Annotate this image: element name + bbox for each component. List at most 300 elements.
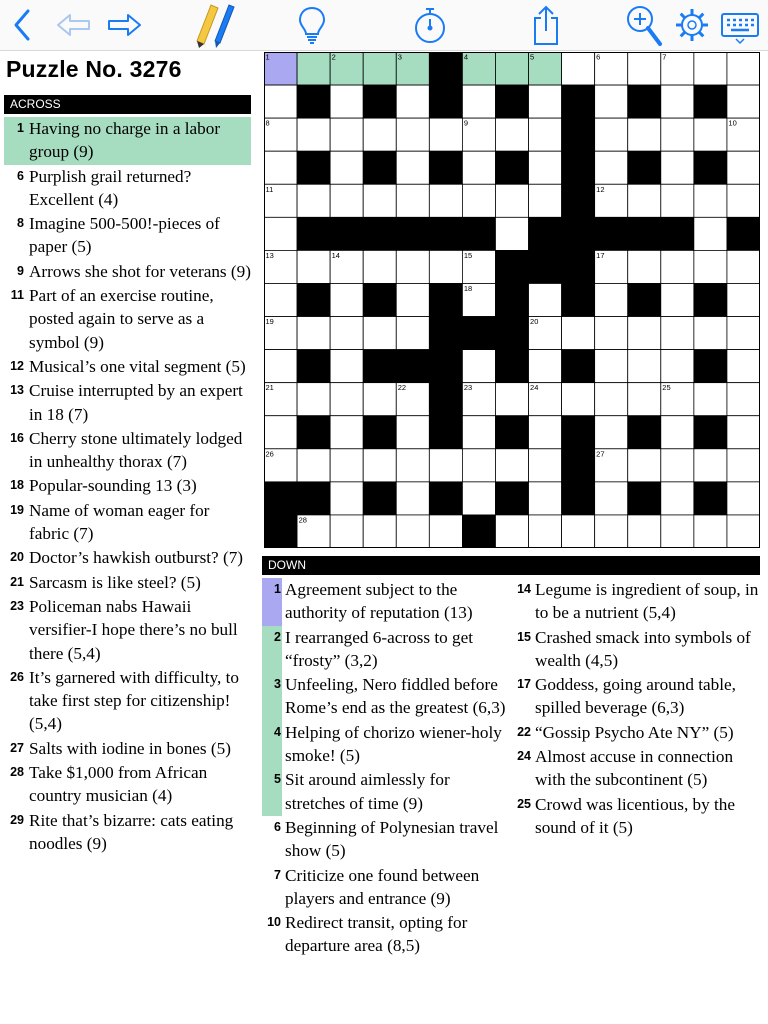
clue-number: 6 — [17, 168, 24, 183]
block-cell — [562, 416, 595, 449]
block-cell — [429, 217, 462, 250]
clue-across-19[interactable] — [4, 499, 251, 547]
grid-cell[interactable] — [330, 118, 363, 151]
settings-gear-icon[interactable] — [672, 0, 712, 50]
block-cell — [628, 217, 661, 250]
grid-cell[interactable] — [727, 151, 760, 184]
grid-cell[interactable] — [330, 350, 363, 383]
grid-cell[interactable] — [330, 449, 363, 482]
clue-across-23[interactable] — [4, 595, 251, 666]
grid-cell[interactable] — [429, 449, 462, 482]
cell-number: 2 — [331, 52, 336, 62]
grid-cell[interactable] — [495, 184, 528, 217]
grid-cell[interactable] — [562, 317, 595, 350]
block-cell — [562, 283, 595, 316]
grid-cell[interactable] — [495, 52, 528, 85]
block-cell — [495, 482, 528, 515]
timer-icon[interactable] — [410, 0, 450, 50]
block-cell — [429, 416, 462, 449]
clue-down-15[interactable] — [512, 626, 762, 674]
grid-cell[interactable] — [264, 85, 297, 118]
grid-cell[interactable] — [396, 85, 429, 118]
clue-number: 10 — [267, 915, 281, 930]
clue-number: 24 — [517, 749, 531, 764]
clue-text: It’s garnered with difficulty, to take first step for citizenship! (5,4) — [29, 667, 240, 734]
grid-cell[interactable] — [529, 482, 562, 515]
clue-number: 1 — [262, 578, 282, 626]
clue-across-1[interactable] — [4, 117, 251, 165]
block-cell — [562, 449, 595, 482]
grid-cell[interactable] — [694, 52, 727, 85]
clue-number: 22 — [517, 724, 531, 739]
clue-number: 13 — [10, 383, 24, 398]
clue-down-7[interactable] — [262, 864, 510, 912]
grid-cell[interactable] — [495, 449, 528, 482]
grid-cell[interactable] — [396, 250, 429, 283]
grid-cell[interactable] — [628, 118, 661, 151]
clue-down-3[interactable] — [262, 673, 510, 721]
grid-cell[interactable] — [562, 383, 595, 416]
grid-cell[interactable] — [297, 52, 330, 85]
clue-across-28[interactable] — [4, 761, 251, 809]
clue-number: 7 — [274, 867, 281, 882]
grid-cell[interactable] — [562, 515, 595, 548]
clue-text: Salts with iodine in bones (5) — [29, 738, 231, 758]
block-cell — [495, 416, 528, 449]
grid-cell[interactable] — [396, 151, 429, 184]
grid-cell[interactable] — [429, 184, 462, 217]
clue-text: Purplish grail returned? Excellent (4) — [29, 166, 192, 209]
grid-cell[interactable] — [595, 151, 628, 184]
grid-cell[interactable] — [661, 515, 694, 548]
clue-number: 11 — [10, 288, 24, 303]
block-cell — [562, 482, 595, 515]
block-cell — [330, 217, 363, 250]
clue-text: Arrows she shot for veterans (9) — [29, 261, 251, 281]
grid-cell[interactable] — [595, 317, 628, 350]
clue-number: 9 — [17, 263, 24, 278]
clue-across-21[interactable] — [4, 571, 251, 595]
grid-cell[interactable] — [628, 449, 661, 482]
grid-cell[interactable] — [396, 482, 429, 515]
block-cell — [264, 515, 297, 548]
clue-text: Name of woman eager for fabric (7) — [29, 500, 210, 544]
clue-text: Cherry stone ultimately lodged in unhealthy thorax (7) — [29, 428, 243, 472]
clue-text: Beginning of Polynesian travel show (5) — [285, 817, 499, 861]
cell-number: 16 — [530, 250, 539, 260]
grid-cell[interactable] — [661, 151, 694, 184]
share-icon[interactable] — [528, 0, 564, 50]
block-cell — [694, 416, 727, 449]
clue-text: I rearranged 6-across to get “frosty” (3,2) — [285, 627, 474, 670]
grid-cell[interactable] — [396, 118, 429, 151]
clue-number: 19 — [10, 502, 24, 517]
clue-across-12[interactable] — [4, 355, 251, 379]
block-cell — [429, 151, 462, 184]
clue-number: 8 — [17, 216, 24, 231]
block-cell — [661, 217, 694, 250]
grid-cell[interactable] — [628, 184, 661, 217]
grid-cell[interactable] — [529, 283, 562, 316]
clue-down-6[interactable] — [262, 816, 510, 864]
clue-down-5[interactable] — [262, 768, 510, 816]
cell-number: 13 — [265, 250, 274, 260]
grid-cell[interactable] — [727, 317, 760, 350]
grid-cell[interactable] — [694, 118, 727, 151]
clue-across-13[interactable] — [4, 379, 251, 427]
grid-cell[interactable] — [363, 118, 396, 151]
block-cell — [297, 217, 330, 250]
crossword-grid[interactable] — [264, 52, 760, 548]
clue-text: Agreement subject to the authority of reputation (13) — [285, 580, 473, 623]
grid-cell[interactable] — [297, 250, 330, 283]
grid-cell[interactable] — [661, 283, 694, 316]
grid-cell[interactable] — [727, 515, 760, 548]
block-cell — [529, 217, 562, 250]
grid-cell[interactable] — [264, 151, 297, 184]
clue-down-14[interactable] — [512, 578, 762, 626]
grid-cell[interactable] — [694, 250, 727, 283]
grid-cell[interactable] — [396, 317, 429, 350]
grid-cell[interactable] — [429, 250, 462, 283]
cell-number: 23 — [463, 383, 473, 393]
clue-number: 16 — [10, 430, 24, 445]
clue-down-24[interactable] — [512, 745, 762, 793]
crossword-grid-canvas[interactable] — [264, 52, 760, 548]
cell-number: 15 — [463, 250, 473, 260]
grid-cell[interactable] — [694, 217, 727, 250]
clue-number: 5 — [262, 768, 282, 816]
cell-number: 8 — [265, 118, 270, 128]
pencil-pen-icon[interactable] — [186, 0, 246, 50]
grid-cell[interactable] — [297, 449, 330, 482]
block-cell — [694, 151, 727, 184]
block-cell — [396, 350, 429, 383]
clue-number: 20 — [10, 550, 24, 565]
grid-cell[interactable] — [297, 383, 330, 416]
grid-cell[interactable] — [495, 515, 528, 548]
clue-text: Part of an exercise routine, posted again to serve as a symbol (9) — [29, 286, 214, 352]
block-cell — [429, 85, 462, 118]
grid-cell[interactable] — [462, 449, 495, 482]
grid-cell[interactable] — [264, 350, 297, 383]
grid-cell[interactable] — [661, 350, 694, 383]
block-cell — [694, 85, 727, 118]
clue-across-18[interactable] — [4, 474, 251, 498]
across-heading: ACROSS — [4, 95, 251, 114]
clue-number: 29 — [10, 812, 24, 827]
cell-number: 27 — [596, 449, 605, 459]
grid-cell[interactable] — [661, 85, 694, 118]
grid-cell[interactable] — [396, 449, 429, 482]
block-cell — [562, 151, 595, 184]
grid-cell[interactable] — [363, 250, 396, 283]
grid-cell[interactable] — [363, 317, 396, 350]
grid-cell[interactable] — [429, 118, 462, 151]
cell-number: 1 — [265, 52, 270, 62]
block-cell — [495, 350, 528, 383]
grid-cell[interactable] — [462, 350, 495, 383]
grid-cell[interactable] — [363, 184, 396, 217]
grid-cell[interactable] — [661, 416, 694, 449]
clue-across-29[interactable] — [4, 809, 251, 857]
grid-cell[interactable] — [529, 151, 562, 184]
grid-cell[interactable] — [661, 250, 694, 283]
clue-across-16[interactable] — [4, 427, 251, 475]
clue-text: Goddess, going around table, spilled beverage (6,3) — [535, 675, 736, 718]
grid-cell[interactable] — [595, 515, 628, 548]
grid-cell[interactable] — [595, 482, 628, 515]
cell-number: 19 — [265, 317, 274, 327]
grid-cell[interactable] — [363, 383, 396, 416]
grid-cell[interactable] — [727, 283, 760, 316]
redo-arrow-icon[interactable] — [104, 0, 144, 50]
cell-number: 17 — [596, 250, 605, 260]
clue-text: Popular-sounding 13 (3) — [29, 476, 197, 496]
cell-number: 14 — [331, 250, 340, 260]
clue-down-2[interactable] — [262, 626, 510, 674]
block-cell — [562, 184, 595, 217]
clue-across-9[interactable] — [4, 260, 251, 284]
cell-number: 4 — [463, 52, 469, 62]
clue-text: Crowd was licentious, by the sound of it (5) — [535, 794, 736, 837]
cell-number: 6 — [596, 52, 601, 62]
clue-text: Legume is ingredient of soup, in to be a nutrient (5,4) — [535, 580, 759, 623]
block-cell — [429, 317, 462, 350]
hint-bulb-icon[interactable] — [292, 0, 332, 50]
cell-number: 10 — [728, 118, 737, 128]
clue-across-8[interactable] — [4, 212, 251, 260]
grid-cell[interactable] — [330, 416, 363, 449]
clue-text: Almost accuse in connection with the subcontinent (5) — [535, 747, 734, 790]
grid-cell[interactable] — [529, 515, 562, 548]
cell-number: 12 — [596, 184, 605, 194]
clue-text: Musical’s one vital segment (5) — [29, 356, 246, 376]
grid-cell[interactable] — [595, 350, 628, 383]
block-cell — [628, 416, 661, 449]
grid-cell[interactable] — [330, 283, 363, 316]
clue-text: Helping of chorizo wiener-holy smoke! (5) — [285, 722, 502, 766]
grid-cell[interactable] — [264, 283, 297, 316]
down-heading: DOWN — [262, 556, 760, 575]
block-cell — [495, 283, 528, 316]
block-cell — [694, 350, 727, 383]
grid-cell[interactable] — [396, 184, 429, 217]
grid-cell[interactable] — [727, 350, 760, 383]
clue-down-10[interactable] — [262, 911, 510, 959]
clue-text: Doctor’s hawkish outburst? (7) — [29, 548, 244, 568]
grid-cell[interactable] — [495, 118, 528, 151]
grid-cell[interactable] — [330, 85, 363, 118]
block-cell — [363, 283, 396, 316]
grid-cell[interactable] — [595, 283, 628, 316]
grid-cell[interactable] — [595, 85, 628, 118]
grid-cell[interactable] — [628, 515, 661, 548]
grid-cell[interactable] — [396, 416, 429, 449]
clue-across-26[interactable] — [4, 666, 251, 737]
grid-cell[interactable] — [727, 85, 760, 118]
grid-cell[interactable] — [462, 184, 495, 217]
grid-cell[interactable] — [694, 184, 727, 217]
grid-cell[interactable] — [595, 416, 628, 449]
clue-down-17[interactable] — [512, 673, 762, 721]
grid-cell[interactable] — [462, 416, 495, 449]
grid-cell[interactable] — [727, 383, 760, 416]
block-cell — [628, 151, 661, 184]
grid-cell[interactable] — [727, 449, 760, 482]
clue-across-11[interactable] — [4, 284, 251, 355]
grid-cell[interactable] — [661, 449, 694, 482]
grid-cell[interactable] — [330, 515, 363, 548]
block-cell — [562, 350, 595, 383]
grid-cell[interactable] — [264, 416, 297, 449]
grid-cell[interactable] — [661, 184, 694, 217]
cell-number: 26 — [265, 449, 274, 459]
clue-across-27[interactable] — [4, 737, 251, 761]
block-cell — [297, 416, 330, 449]
clue-down-25[interactable] — [512, 793, 762, 841]
grid-cell[interactable] — [495, 217, 528, 250]
grid-cell[interactable] — [529, 184, 562, 217]
clue-text: Having no charge in a labor group (9) — [29, 119, 221, 162]
clue-across-20[interactable] — [4, 546, 251, 570]
grid-cell[interactable] — [529, 416, 562, 449]
clue-across-6[interactable] — [4, 165, 251, 213]
block-cell — [562, 118, 595, 151]
grid-cell[interactable] — [363, 52, 396, 85]
grid-cell[interactable] — [330, 383, 363, 416]
cell-number: 25 — [662, 383, 671, 393]
zoom-icon[interactable] — [624, 0, 664, 50]
grid-cell[interactable] — [297, 118, 330, 151]
cell-number: 5 — [530, 52, 535, 62]
block-cell — [429, 383, 462, 416]
block-cell — [595, 217, 628, 250]
block-cell — [363, 482, 396, 515]
cell-number: 28 — [298, 515, 307, 525]
clue-number: 23 — [10, 598, 24, 613]
clue-number: 26 — [10, 669, 24, 684]
grid-cell[interactable] — [330, 317, 363, 350]
grid-cell[interactable] — [694, 515, 727, 548]
grid-cell[interactable] — [727, 250, 760, 283]
grid-cell[interactable] — [495, 383, 528, 416]
grid-cell[interactable] — [562, 52, 595, 85]
grid-cell[interactable] — [462, 482, 495, 515]
grid-cell[interactable] — [297, 184, 330, 217]
cell-number: 3 — [397, 52, 402, 62]
block-cell — [694, 283, 727, 316]
clue-down-4[interactable] — [262, 721, 510, 769]
grid-cell[interactable] — [529, 350, 562, 383]
grid-cell[interactable] — [661, 482, 694, 515]
grid-cell[interactable] — [396, 515, 429, 548]
grid-cell[interactable] — [661, 317, 694, 350]
keyboard-icon[interactable] — [718, 0, 762, 50]
grid-cell[interactable] — [694, 449, 727, 482]
grid-cell[interactable] — [529, 85, 562, 118]
grid-cell[interactable] — [429, 515, 462, 548]
clue-down-1[interactable] — [262, 578, 510, 626]
grid-cell[interactable] — [694, 317, 727, 350]
clue-text: Sit around aimlessly for stretches of time (9) — [285, 770, 450, 813]
grid-cell[interactable] — [595, 118, 628, 151]
grid-cell[interactable] — [628, 350, 661, 383]
grid-cell[interactable] — [595, 383, 628, 416]
grid-cell[interactable] — [628, 250, 661, 283]
block-cell — [429, 283, 462, 316]
cell-number: 7 — [662, 52, 667, 62]
block-cell — [297, 283, 330, 316]
grid-cell[interactable] — [396, 283, 429, 316]
clue-number: 3 — [262, 673, 282, 721]
block-cell — [396, 217, 429, 250]
back-chevron-icon[interactable] — [6, 0, 38, 50]
grid-cell[interactable] — [727, 482, 760, 515]
block-cell — [429, 482, 462, 515]
clue-text: Criticize one found between players and entrance (9) — [285, 865, 480, 908]
page-title: Puzzle No. 3276 — [6, 56, 182, 82]
grid-cell[interactable] — [727, 52, 760, 85]
block-cell — [297, 151, 330, 184]
block-cell — [562, 85, 595, 118]
grid-cell[interactable] — [628, 383, 661, 416]
block-cell — [363, 217, 396, 250]
block-cell — [628, 482, 661, 515]
grid-cell[interactable] — [363, 449, 396, 482]
grid-cell[interactable] — [330, 184, 363, 217]
grid-cell[interactable] — [727, 184, 760, 217]
clue-text: Crashed smack into symbols of wealth (4,5) — [535, 627, 751, 670]
block-cell — [628, 283, 661, 316]
grid-cell[interactable] — [297, 317, 330, 350]
block-cell — [628, 85, 661, 118]
grid-cell[interactable] — [363, 515, 396, 548]
grid-cell[interactable] — [727, 416, 760, 449]
grid-cell[interactable] — [661, 118, 694, 151]
block-cell — [495, 151, 528, 184]
block-cell — [363, 85, 396, 118]
clue-number: 4 — [262, 721, 282, 769]
block-cell — [462, 217, 495, 250]
clue-number: 18 — [10, 478, 24, 493]
clue-number: 25 — [517, 796, 531, 811]
grid-cell[interactable] — [529, 449, 562, 482]
grid-cell[interactable] — [628, 52, 661, 85]
block-cell — [363, 350, 396, 383]
clue-down-22[interactable] — [512, 721, 762, 745]
clue-number: 17 — [517, 677, 531, 692]
clue-number: 12 — [10, 358, 24, 373]
clue-number: 27 — [10, 740, 24, 755]
grid-cell[interactable] — [330, 482, 363, 515]
grid-cell[interactable] — [462, 85, 495, 118]
block-cell — [694, 482, 727, 515]
grid-cell[interactable] — [694, 383, 727, 416]
grid-cell[interactable] — [264, 217, 297, 250]
toolbar — [0, 0, 768, 51]
grid-cell[interactable] — [628, 317, 661, 350]
clue-number: 1 — [17, 121, 24, 135]
cell-number: 29 — [463, 515, 473, 525]
block-cell — [297, 350, 330, 383]
undo-arrow-icon[interactable] — [54, 0, 94, 50]
clue-number: 28 — [10, 765, 24, 780]
grid-cell[interactable] — [529, 118, 562, 151]
grid-cell[interactable] — [462, 151, 495, 184]
grid-cell[interactable] — [330, 151, 363, 184]
block-cell — [363, 151, 396, 184]
